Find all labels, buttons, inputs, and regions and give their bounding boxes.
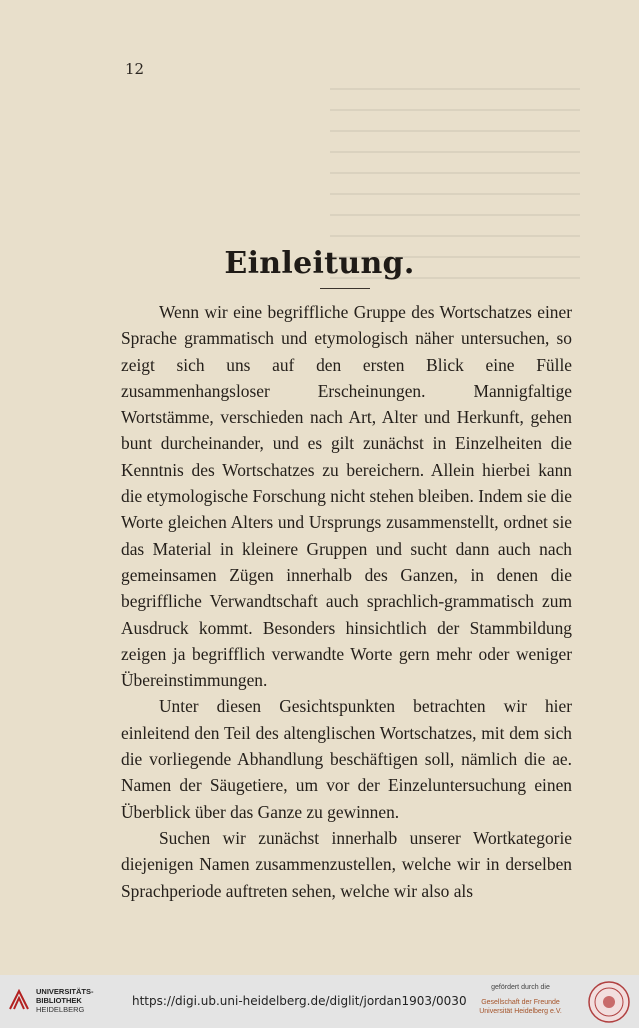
body-text xyxy=(121,299,572,904)
library-name: UNIVERSITÄTS- BIBLIOTHEK HEIDELBERG xyxy=(36,987,94,1014)
university-seal-icon xyxy=(588,981,630,1023)
permalink-url[interactable]: https://digi.ub.uni-heidelberg.de/diglit/jordan1903/0030 xyxy=(132,994,467,1008)
page-number: 12 xyxy=(125,60,145,78)
footer-bar xyxy=(0,975,639,1028)
sponsor-text: gefördert durch die Gesellschaft der Freunde Universität Heidelberg e.V. xyxy=(479,984,562,1015)
library-logo-icon xyxy=(8,989,30,1011)
heading-rule xyxy=(320,288,370,289)
paragraph-1: Wenn wir eine begriffliche Gruppe des Wortschatzes einer Sprache grammatisch und etymologisch näher untersuchen, so zeigt sich uns auf den ersten Blick eine Fülle zusammenhangsloser Erscheinungen. Mannigfaltige Wortstämme, verschieden nach Art, Alter und Herkunft, gehen bunt durcheinander, und es gilt zunächst in Einzelheiten die Kenntnis des Wortschatzes zu bereichern. Allein hierbei kann die etymologische Forschung nicht stehen bleiben. Indem sie die Worte gleichen Alters und Ursprungs zusammenstellt, ordnet sie das Material in kleinere Gruppen und sucht dann auch nach gemeinsamen Zügen innerhalb des Ganzen, in denen die begriffliche Verwandtschaft auch sprachlich-grammatisch zum Ausdruck kommt. Besonders hinsichtlich der Stammbildung zeigen ja begrifflich verwandte Worte gern mehr oder weniger Übereinstimmungen. xyxy=(121,302,572,691)
paragraph-2: Unter diesen Gesichtspunkten betrachten wir hier einleitend den Teil des altenglischen Wortschatzes, mit dem sich die vorliegende Abhandlung beschäftigen soll, nämlich die ae. Namen der Säugetiere, um vor der Einzeluntersuchung einen Überblick über das Ganze zu gewinnen. xyxy=(121,696,572,822)
chapter-heading: Einleitung. xyxy=(224,246,415,281)
paragraph-3: Suchen wir zunächst innerhalb unserer Wortkategorie diejenigen Namen zusammenzustellen, welche wir in derselben Sprachperiode auftreten sehen, welche wir also als xyxy=(121,827,572,901)
